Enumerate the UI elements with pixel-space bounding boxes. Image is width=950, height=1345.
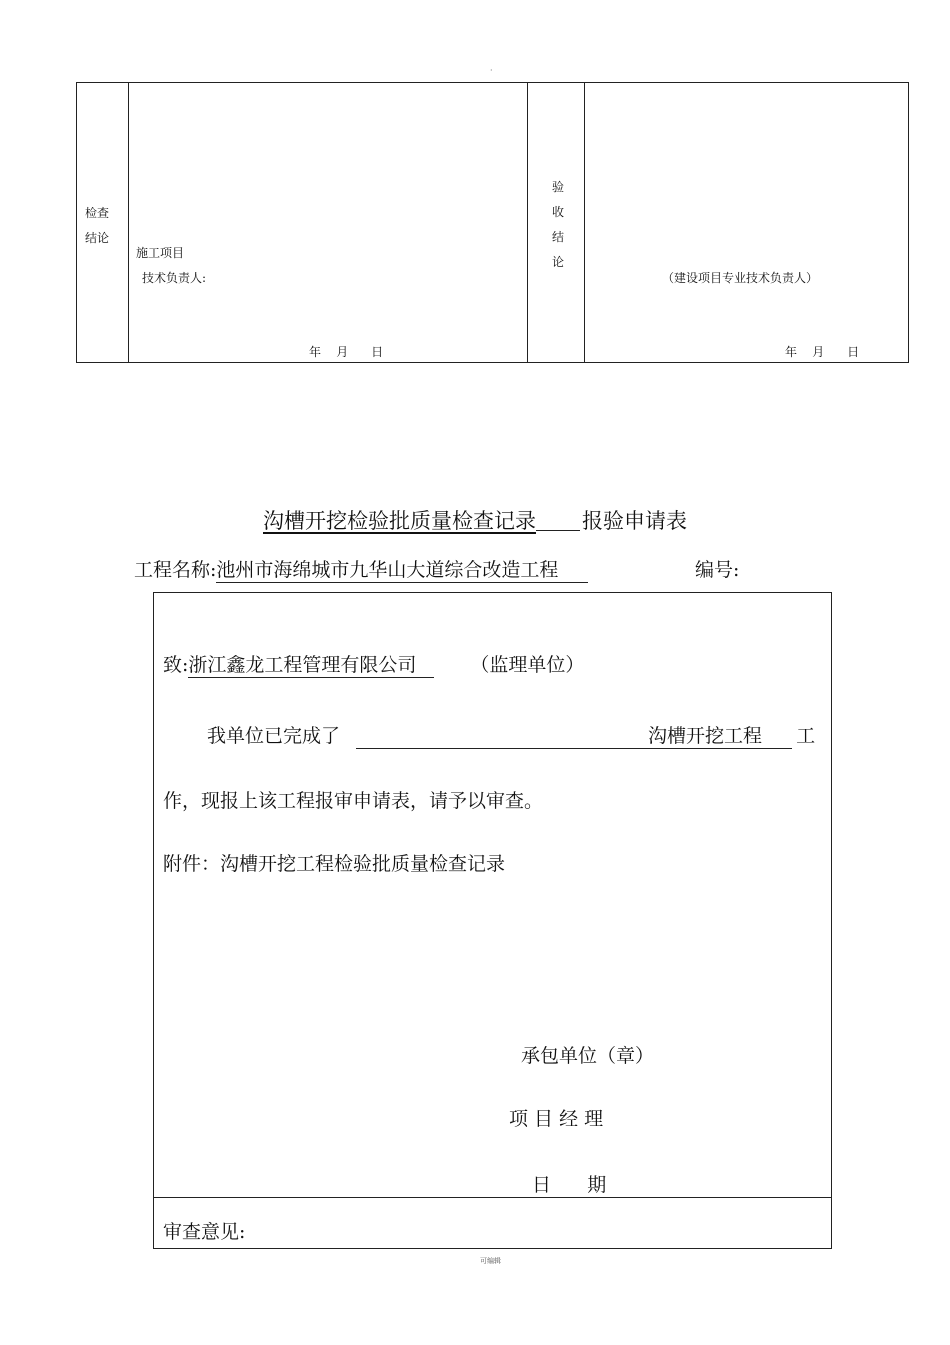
submission-line: 作，现报上该工程报审申请表，请予以审查。 bbox=[163, 790, 544, 812]
table-divider bbox=[128, 83, 129, 362]
application-form-box bbox=[153, 592, 832, 1249]
title-record-name: 沟槽开挖检验批质量检查记录 bbox=[263, 509, 536, 533]
date-right: 年 月 日 bbox=[785, 345, 860, 359]
tech-lead-label: 技术负责人: bbox=[142, 271, 207, 285]
completion-line bbox=[207, 721, 815, 749]
number-label: 编号: bbox=[695, 559, 740, 581]
supervisor-company: 浙江鑫龙工程管理有限公司 bbox=[188, 653, 434, 678]
editable-note: 可编辑 bbox=[480, 1257, 501, 1265]
project-manager-label: 项 目 经 理 bbox=[509, 1108, 604, 1130]
form-divider bbox=[154, 1197, 831, 1198]
table-divider bbox=[584, 83, 585, 362]
inspection-conclusion-label: 检查 结论 bbox=[85, 206, 110, 245]
work-item-blank bbox=[356, 724, 792, 749]
date-label: 日 期 bbox=[532, 1174, 607, 1196]
inspection-conclusion-table bbox=[76, 82, 909, 363]
work-item-name: 沟槽开挖工程 bbox=[648, 725, 763, 747]
owner-tech-lead-label: （建设项目专业技术负责人） bbox=[662, 271, 819, 285]
date-left: 年 月 日 bbox=[309, 345, 384, 359]
title-blank bbox=[536, 529, 580, 531]
form-title bbox=[0, 505, 950, 535]
contractor-seal-label: 承包单位（章） bbox=[521, 1045, 655, 1067]
title-form-name: 报验申请表 bbox=[582, 509, 687, 533]
completion-prefix: 我单位已完成了 bbox=[207, 725, 341, 747]
project-name-value: 池州市海绵城市九华山大道综合改造工程 bbox=[216, 558, 588, 583]
table-divider bbox=[527, 83, 528, 362]
project-meta-row bbox=[134, 555, 740, 583]
page-marker-dot: · bbox=[490, 66, 493, 75]
completion-suffix: 工 bbox=[796, 725, 816, 747]
project-name-label: 工程名称: bbox=[134, 559, 217, 581]
to-label: 致: bbox=[163, 654, 189, 676]
acceptance-conclusion-label: 验 收 结 论 bbox=[551, 180, 564, 269]
supervisor-note: （监理单位） bbox=[470, 654, 585, 676]
attachment-line: 附件：沟槽开挖工程检验批质量检查记录 bbox=[163, 853, 506, 875]
to-row bbox=[163, 650, 584, 678]
construction-label: 施工项目 bbox=[136, 246, 185, 260]
review-opinion-label: 审查意见: bbox=[163, 1221, 246, 1243]
